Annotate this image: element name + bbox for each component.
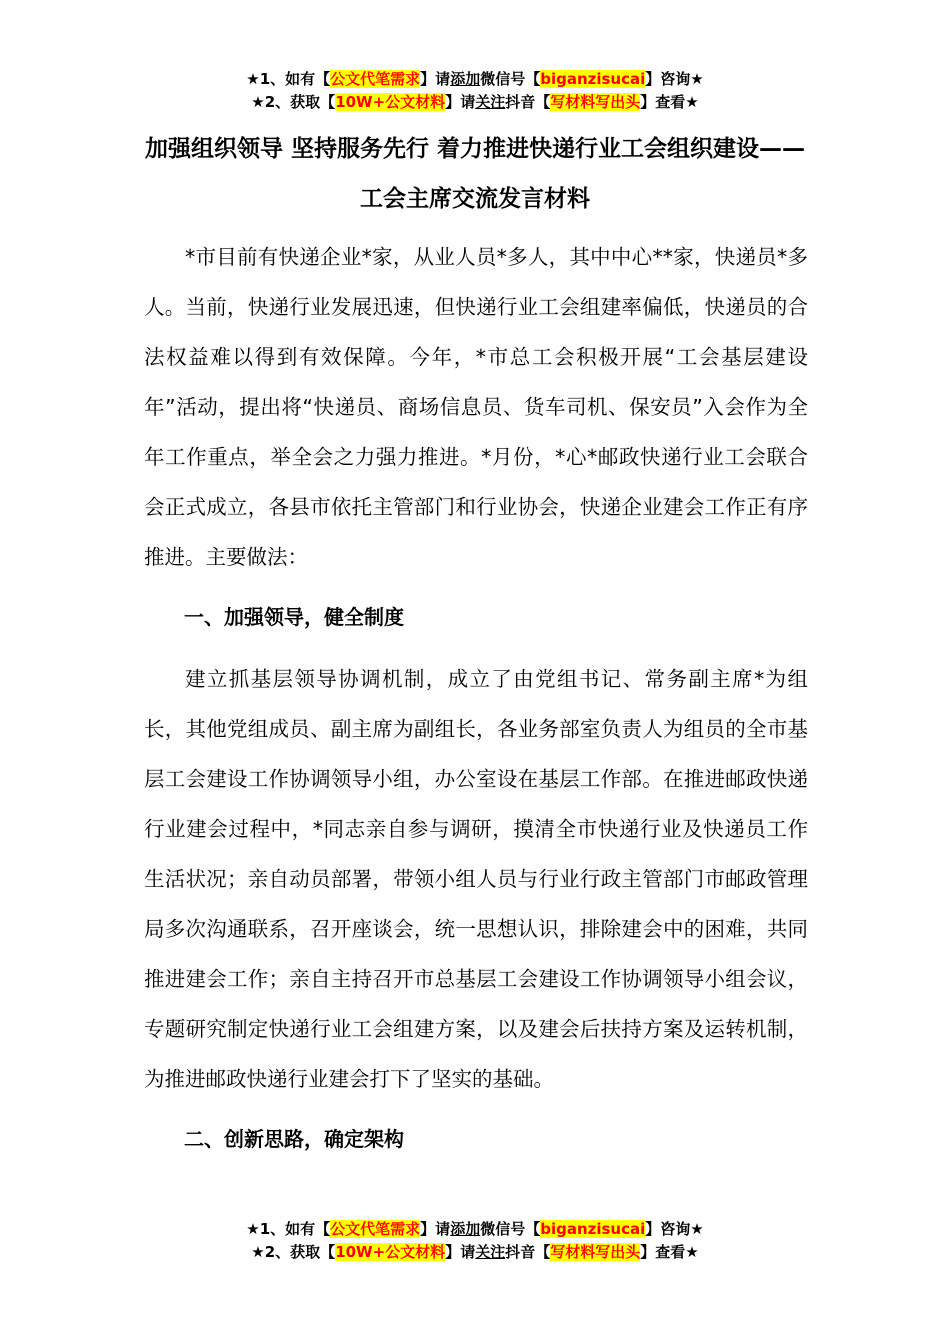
section-1-paragraph: 建立抓基层领导协调机制，成立了由党组书记、常务副主席*为组长，其他党组成员、副主席为副组长，各业务部室负责人为组员的全市基层工会建设工作协调领导小组，办公室设在基层工作部。在推进邮政快递行业建会过程中，*同志亲自参与调研，摸清全市快递行业及快递员工作生活状况；亲自动员部署，带领小组人员与行业行政主管部门市邮政管理局多次沟通联系，召开座谈会，统一思想认识，排除建会中的困难，共同推进建会工作；亲自主持召开市总基层工会建设工作协调领导小组会议，专题研究制定快递行业工会组建方案，以及建会后扶持方案及运转机制，为推进邮政快递行业建会打下了坚实的基础。 bbox=[144, 667, 808, 1091]
banner-text: 】咨询★ bbox=[645, 70, 704, 88]
section-1-heading: 一、加强领导，健全制度 bbox=[184, 605, 404, 629]
banner-underline: 添加 bbox=[450, 1220, 481, 1238]
document-title: 加强组织领导 坚持服务先行 着力推进快递行业工会组织建设——工会主席交流发言材料 bbox=[144, 136, 805, 212]
banner-text: 】请 bbox=[445, 93, 476, 111]
banner-text: 】请 bbox=[420, 70, 451, 88]
banner-text: ★2、获取【 bbox=[251, 93, 336, 111]
banner-text: 微信号【 bbox=[480, 1220, 541, 1238]
banner-highlight: 10W+公文材料 bbox=[335, 93, 446, 111]
intro-paragraph: *市目前有快递企业*家，从业人员*多人，其中中心**家，快递员*多人。当前，快递行业发展迅速，但快递行业工会组建率偏低，快递员的合法权益难以得到有效保障。今年，*市总工会积极开展“工会基层建设年”活动，提出将“快递员、商场信息员、货车司机、保安员”入会作为全年工作重点，举全会之力强力推进。*月份，*心*邮政快递行业工会联合会正式成立，各县市依托主管部门和行业协会，快递企业建会工作正有序推进。主要做法： bbox=[144, 245, 808, 569]
banner-text: ★1、如有【 bbox=[246, 1220, 331, 1238]
banner-underline: 关注 bbox=[475, 1243, 506, 1261]
banner-text: ★1、如有【 bbox=[246, 70, 331, 88]
banner-highlight: 写材料写出头 bbox=[550, 1243, 641, 1261]
banner-line-1 bbox=[0, 1218, 950, 1241]
banner-underline: 添加 bbox=[450, 70, 481, 88]
banner-text: 抖音【 bbox=[505, 93, 551, 111]
banner-text: 】查看★ bbox=[640, 93, 699, 111]
banner-text: 抖音【 bbox=[505, 1243, 551, 1261]
banner-highlight: 公文代笔需求 bbox=[330, 1220, 421, 1238]
footer-banner bbox=[0, 1218, 950, 1264]
header-banner bbox=[0, 68, 950, 114]
banner-text: 】请 bbox=[420, 1220, 451, 1238]
banner-line-2 bbox=[0, 1241, 950, 1264]
section-2-heading: 二、创新思路，确定架构 bbox=[184, 1127, 404, 1151]
banner-text: 】查看★ bbox=[640, 1243, 699, 1261]
banner-text: 】咨询★ bbox=[645, 1220, 704, 1238]
banner-text: 】请 bbox=[445, 1243, 476, 1261]
banner-text: 微信号【 bbox=[480, 70, 541, 88]
banner-highlight: biganzisucai bbox=[540, 1220, 646, 1238]
banner-line-2 bbox=[0, 91, 950, 114]
banner-text: ★2、获取【 bbox=[251, 1243, 336, 1261]
banner-line-1 bbox=[0, 68, 950, 91]
banner-highlight: 10W+公文材料 bbox=[335, 1243, 446, 1261]
banner-highlight: 写材料写出头 bbox=[550, 93, 641, 111]
banner-highlight: 公文代笔需求 bbox=[330, 70, 421, 88]
banner-highlight: biganzisucai bbox=[540, 70, 646, 88]
banner-underline: 关注 bbox=[475, 93, 506, 111]
document-body bbox=[144, 232, 808, 1176]
